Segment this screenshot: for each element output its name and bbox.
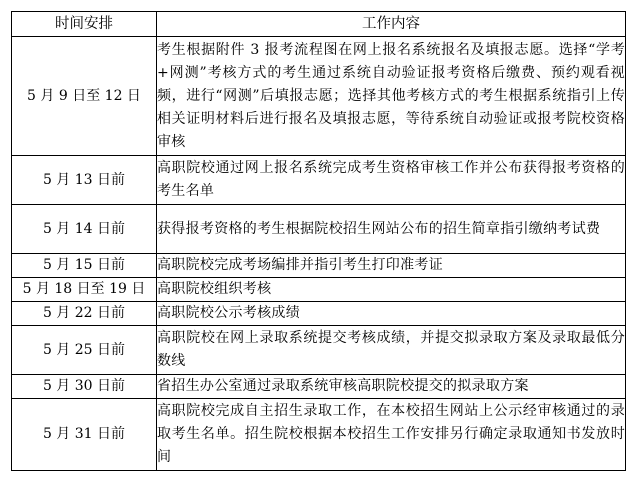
table-row bbox=[12, 37, 626, 156]
table-row bbox=[12, 205, 626, 254]
time-cell: 5 月 25 日前 bbox=[12, 326, 157, 375]
content-cell: 高职院校通过网上报名系统完成考生资格审核工作并公布获得报考资格的考生名单 bbox=[157, 156, 626, 205]
header-content: 工作内容 bbox=[157, 12, 626, 37]
table-row bbox=[12, 375, 626, 399]
content-cell: 考生根据附件 3 报考流程图在网上报名系统报名及填报志愿。选择“学考+网测”考核方式的考生通过系统自动验证报考资格后缴费、预约观看视频，进行“网测”后填报志愿；选择其他考核方式的考生根据系统指引上传相关证明材料后进行报名及填报志愿，等待系统自动验证或报考院校资格审核 bbox=[157, 37, 626, 156]
time-cell: 5 月 18 日至 19 日 bbox=[12, 278, 157, 302]
header-time: 时间安排 bbox=[12, 12, 157, 37]
time-cell: 5 月 9 日至 12 日 bbox=[12, 37, 157, 156]
header-row bbox=[12, 12, 626, 37]
time-cell: 5 月 14 日前 bbox=[12, 205, 157, 254]
content-cell: 高职院校组织考核 bbox=[157, 278, 626, 302]
content-cell: 省招生办公室通过录取系统审核高职院校提交的拟录取方案 bbox=[157, 375, 626, 399]
time-cell: 5 月 13 日前 bbox=[12, 156, 157, 205]
table-row bbox=[12, 326, 626, 375]
time-cell: 5 月 15 日前 bbox=[12, 254, 157, 278]
content-cell: 高职院校完成考场编排并指引考生打印准考证 bbox=[157, 254, 626, 278]
content-cell: 高职院校完成自主招生录取工作，在本校招生网站上公示经审核通过的录取考生名单。招生院校根据本校招生工作安排另行确定录取通知书发放时间 bbox=[157, 399, 626, 471]
table-row bbox=[12, 302, 626, 326]
table-row bbox=[12, 278, 626, 302]
time-cell: 5 月 31 日前 bbox=[12, 399, 157, 471]
time-cell: 5 月 22 日前 bbox=[12, 302, 157, 326]
schedule-table bbox=[11, 11, 626, 471]
table-row bbox=[12, 156, 626, 205]
table-row bbox=[12, 399, 626, 471]
content-cell: 获得报考资格的考生根据院校招生网站公布的招生简章指引缴纳考试费 bbox=[157, 205, 626, 254]
table-body bbox=[12, 37, 626, 471]
content-cell: 高职院校在网上录取系统提交考核成绩，并提交拟录取方案及录取最低分数线 bbox=[157, 326, 626, 375]
table-row bbox=[12, 254, 626, 278]
time-cell: 5 月 30 日前 bbox=[12, 375, 157, 399]
table-header bbox=[12, 12, 626, 37]
content-cell: 高职院校公示考核成绩 bbox=[157, 302, 626, 326]
